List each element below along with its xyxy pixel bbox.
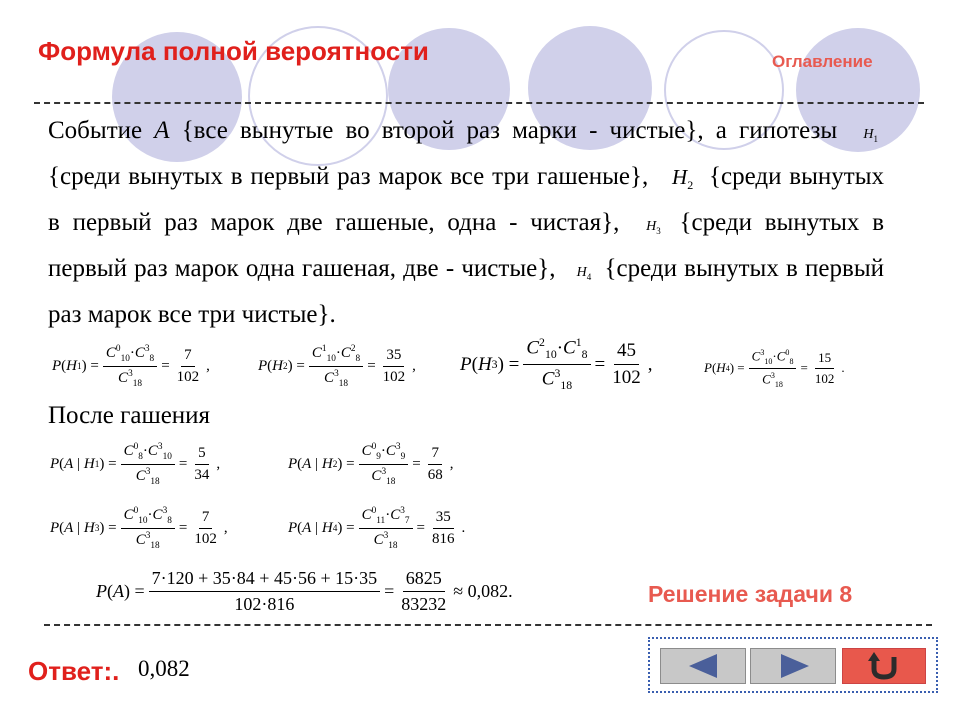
problem-text-6: {среди вынутых в первый раз марок все три чистые}. <box>48 254 884 328</box>
prior-h4-formula: P ( H 4 ) = $\frac{C^3_{10}\cdot C^0_8}{C^3_{18}}$ = $\frac{15}{102}$ . <box>704 348 845 389</box>
next-button[interactable] <box>750 648 836 684</box>
problem-text-1: Событие <box>48 117 143 144</box>
event-symbol: A <box>154 117 170 144</box>
hypothesis-h1: $H_1$ <box>863 127 879 144</box>
prior-h1-formula: P ( H 1 ) = $\frac{C^0_{10}\cdot C^3_8}{C^3_{18}}$ = $\frac{7}{102}$ , <box>52 344 210 389</box>
cond-h3-formula: P ( A | H 3 ) = $\frac{C^0_{10}\cdot C^3_8}{C^3_{18}}$ = $\frac{7}{102}$ , <box>50 506 228 551</box>
prior-h2-formula: P ( H 2 ) = $\frac{C^1_{10}\cdot C^2_8}{C^3_{18}}$ = $\frac{35}{102}$ , <box>258 344 416 389</box>
problem-text-4: {среди вынутых в первый раз марок две гашеные, одна - чистая}, <box>48 162 885 236</box>
return-button[interactable] <box>842 648 926 684</box>
problem-text-2: {все вынутые во второй раз марки - чистые}, а гипотезы <box>181 117 838 144</box>
answer-value: 0,082 <box>138 656 190 681</box>
prev-button[interactable] <box>660 648 746 684</box>
answer-label: Ответ:. <box>28 656 120 686</box>
triangle-left-icon <box>661 649 745 683</box>
problem-text-3: {среди вынутых в первый раз марок все три гашеные}, <box>48 162 649 190</box>
cond-h1-formula: P ( A | H 1 ) = $\frac{C^0_8\cdot C^3_{10}}{C^3_{18}}$ = $\frac{5}{34}$ , <box>50 442 221 487</box>
toc-link[interactable]: Оглавление <box>772 52 873 71</box>
total-approx: ≈ 0,082 <box>453 581 509 601</box>
hypothesis-h2: $H_2$ <box>672 164 694 192</box>
page-title: Формула полной вероятности <box>38 36 429 66</box>
hypothesis-h4: $H_4$ <box>576 264 592 282</box>
cond-h2-formula: P ( A | H 2 ) = $\frac{C^0_9\cdot C^3_9}{C^3_{18}}$ = $\frac{7}{68}$ , <box>288 442 454 487</box>
cond-h4-formula: P ( A | H 4 ) = $\frac{C^0_{11}\cdot C^3_7}{C^3_{18}}$ = $\frac{35}{816}$ . <box>288 506 466 551</box>
bottom-divider <box>44 624 932 626</box>
problem-text <box>48 112 884 333</box>
top-divider <box>34 102 924 104</box>
after-heading: После гашения <box>48 402 211 429</box>
prior-h3-formula: P ( H 3 ) = $\frac{C^2_{10}\cdot C^1_8}{C^3_{18}}$ = $\frac{45}{102}$ , <box>460 336 653 393</box>
hypothesis-h3: $H_3$ <box>646 218 661 236</box>
total-numerator: 7·120 + 35·84 + 45·56 + 15·35 <box>149 568 380 592</box>
solve-link[interactable]: Решение задачи 8 <box>648 581 853 607</box>
total-probability-formula: P ( A ) = $\frac{7\cdot 120 + 35\cdot 84 + 45\cdot 56 + 15\cdot 35}{102\cdot 816}$ = $\frac{6825}{83232}$ ≈ 0,082 . <box>96 568 513 614</box>
u-turn-icon <box>843 649 925 683</box>
triangle-right-icon <box>751 649 835 683</box>
total-denominator: 102·816 <box>234 594 295 614</box>
problem-text-5: {среди вынутых в первый раз марок одна гашеная, две - чистые}, <box>48 208 884 282</box>
